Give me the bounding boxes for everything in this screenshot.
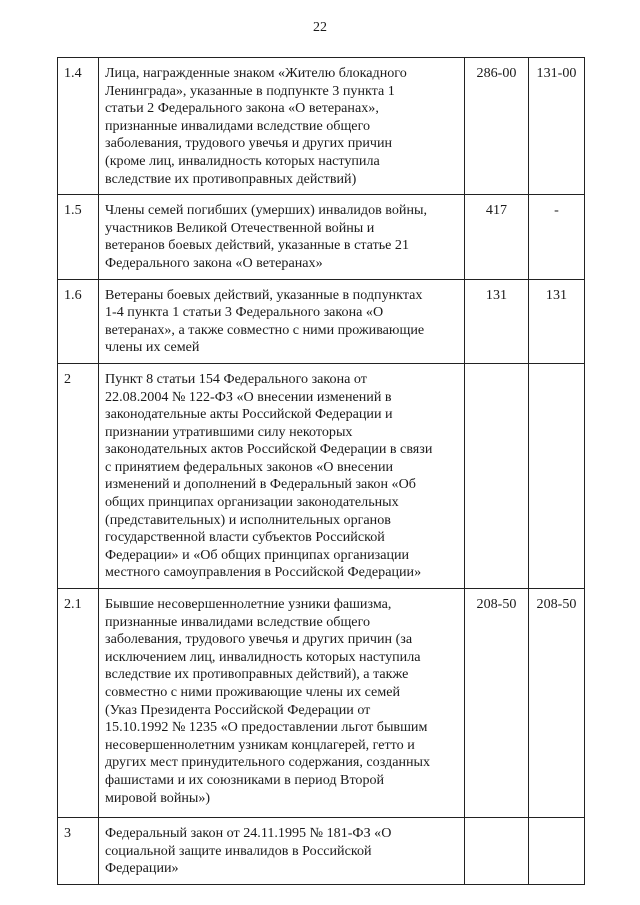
description-line: фашистами и их союзниками в период Второй: [105, 771, 385, 788]
description-line: вследствие их противоправных действий): [105, 170, 357, 187]
value-column-2: 131: [529, 279, 585, 363]
value-column-2: 208-50: [529, 589, 585, 818]
value-column-2: [529, 818, 585, 885]
description-line: с принятием федеральных законов «О внесении: [105, 458, 394, 475]
description-line: законодательные акты Российской Федерации и: [105, 406, 393, 423]
description-line: Бывшие несовершеннолетние узники фашизма,: [105, 596, 392, 613]
table-row: [58, 58, 585, 195]
value-column-1: 131: [465, 279, 529, 363]
description-line: (представительных) и исполнительных органов: [105, 511, 391, 528]
description-line: ветеранов боевых действий, указанные в статье 21: [105, 237, 410, 254]
description-line: других мест принудительного содержания, созданных: [105, 754, 431, 771]
row-number: 2: [58, 363, 99, 588]
description-line: 15.10.1992 № 1235 «О предоставлении льгот бывшим: [105, 719, 428, 736]
value-column-1: [465, 818, 529, 885]
page-number: 22: [313, 20, 327, 35]
description-line: ветеранах», а также совместно с ними проживающие: [105, 321, 425, 338]
description-line: законодательных актов Российской Федерации в связи: [105, 441, 433, 458]
row-number: 2.1: [58, 589, 99, 818]
value-column-2: -: [529, 195, 585, 279]
description-line: местного самоуправления в Российской Федерации»: [105, 564, 422, 581]
row-description: [99, 589, 465, 818]
description-line: несовершеннолетним узникам концлагерей, гетто и: [105, 736, 415, 753]
description-line: Ленинграда», указанные в подпункте 3 пункта 1: [105, 82, 395, 99]
description-line: признании утратившими силу некоторых: [105, 423, 353, 440]
description-line: статьи 2 Федерального закона «О ветеранах»,: [105, 100, 379, 117]
table-row: [58, 589, 585, 818]
table-row: [58, 195, 585, 279]
table-row: [58, 363, 585, 588]
description-line: (кроме лиц, инвалидность которых наступила: [105, 152, 380, 169]
description-line: Лица, награжденные знаком «Жителю блокадного: [105, 65, 407, 81]
value-column-2: [529, 363, 585, 588]
row-number: 1.5: [58, 195, 99, 279]
description-line: Федерации» и «Об общих принципах организации: [105, 546, 410, 563]
description-line: государственной власти субъектов Российской: [105, 529, 385, 546]
description-line: 22.08.2004 № 122-ФЗ «О внесении изменений в: [105, 388, 392, 405]
row-description: [99, 363, 465, 588]
description-line: признанные инвалидами вследствие общего: [105, 117, 371, 134]
value-column-1: [465, 363, 529, 588]
benefits-table: [57, 57, 585, 885]
description-line: совместно с ними проживающие члены их семей: [105, 684, 401, 700]
description-line: общих принципах организации законодательных: [105, 494, 399, 511]
row-number: 1.4: [58, 58, 99, 195]
table-row: [58, 818, 585, 885]
description-line: участников Великой Отечественной войны и: [105, 219, 375, 236]
row-number: 1.6: [58, 279, 99, 363]
description-line: Федерации»: [105, 860, 179, 877]
description-line: Пункт 8 статьи 154 Федерального закона от: [105, 370, 367, 387]
description-line: члены их семей: [105, 339, 200, 356]
description-line: Федерального закона «О ветеранах»: [105, 254, 323, 271]
description-line: исключением лиц, инвалидность которых наступила: [105, 648, 421, 665]
description-line: Члены семей погибших (умерших) инвалидов войны,: [105, 202, 427, 219]
description-line: 1-4 пункта 1 статьи 3 Федерального закона «О: [105, 304, 384, 321]
row-number: 3: [58, 818, 99, 885]
description-line: признанные инвалидами вследствие общего: [105, 613, 371, 630]
table-body: [58, 58, 585, 885]
table-row: [58, 279, 585, 363]
description-line: (Указ Президента Российской Федерации от: [105, 701, 371, 718]
description-line: изменений и дополнений в Федеральный закон «Об: [105, 476, 416, 493]
description-line: Федеральный закон от 24.11.1995 № 181-ФЗ «О: [105, 825, 392, 842]
value-column-1: 286-00: [465, 58, 529, 195]
value-column-2: 131-00: [529, 58, 585, 195]
row-description: [99, 58, 465, 195]
description-line: социальной защите инвалидов в Российской: [105, 842, 372, 859]
description-line: вследствие их противоправных действий), а также: [105, 666, 409, 683]
row-description: [99, 818, 465, 885]
description-line: Ветераны боевых действий, указанные в подпунктах: [105, 286, 423, 303]
value-column-1: 417: [465, 195, 529, 279]
description-line: заболевания, трудового увечья и других причин (за: [105, 631, 413, 648]
description-line: мировой войны»): [105, 789, 211, 806]
value-column-1: 208-50: [465, 589, 529, 818]
description-line: заболевания, трудового увечья и других причин: [105, 135, 393, 152]
row-description: [99, 279, 465, 363]
row-description: [99, 195, 465, 279]
